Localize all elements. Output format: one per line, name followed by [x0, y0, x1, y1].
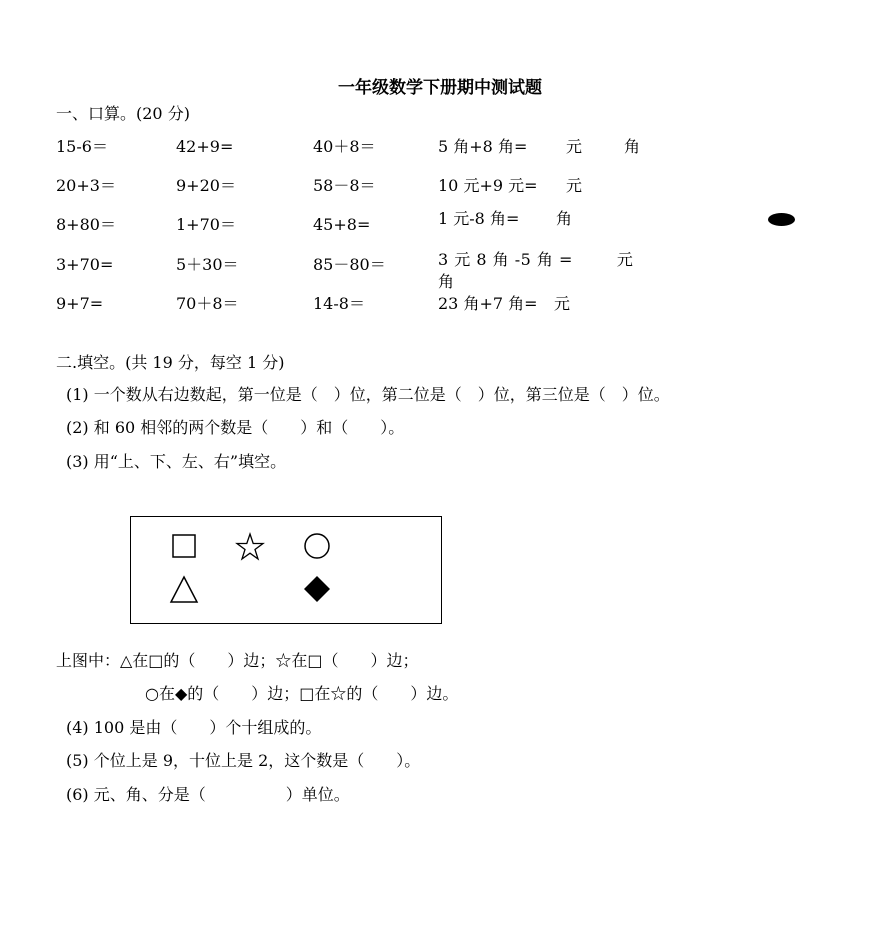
oral-calc-item: 23 角+7 角= [438, 294, 538, 313]
question-1: (1) 一个数从右边数起，第一位是（ ）位，第二位是（ ）位，第三位是（ ）位。 [66, 385, 670, 404]
figure-caption-line-1: 上图中：△在□的（ ）边；☆在□（ ）边； [56, 651, 419, 670]
unit-label: 元 [566, 176, 583, 195]
question-4: (4) 100 是由（ ）个十组成的。 [66, 718, 322, 737]
oral-calc-item: 42+9= [176, 137, 234, 156]
unit-label: 元 [616, 250, 634, 269]
oral-calc-item: 70＋8＝ [176, 294, 239, 313]
unit-label: 角 [624, 137, 641, 156]
oral-calc-item: 5＋30＝ [176, 255, 239, 274]
oral-calc-item: 1 元-8 角= [438, 209, 520, 228]
question-5: (5) 个位上是 9，十位上是 2，这个数是（ ）。 [66, 751, 421, 770]
oral-calc-item: 3+70= [56, 255, 114, 274]
oral-calc-item: 15-6＝ [56, 137, 108, 156]
figure-caption-line-2: ○在◆的（ ）边；□在☆的（ ）边。 [145, 684, 459, 703]
oral-calc-item: 85－80＝ [313, 255, 386, 274]
unit-label: 角 [438, 272, 455, 291]
question-2: (2) 和 60 相邻的两个数是（ ）和（ ）。 [66, 418, 405, 437]
oral-calc-item: 3 元 8 角 -5 角 = [438, 250, 573, 269]
square-icon [171, 533, 197, 559]
unit-label: 元 [554, 294, 571, 313]
oral-calc-item: 5 角+8 角= [438, 137, 528, 156]
page-title: 一年级数学下册期中测试题 [338, 78, 542, 98]
unit-label: 角 [556, 209, 573, 228]
section2-heading: 二.填空。(共 19 分，每空 1 分) [56, 353, 285, 372]
triangle-icon [169, 575, 199, 605]
oral-calc-item: 8+80＝ [56, 215, 116, 234]
oral-calc-item: 9+20＝ [176, 176, 236, 195]
shape-figure-box [130, 516, 442, 624]
question-6: (6) 元、角、分是（ ）单位。 [66, 785, 350, 804]
section1-heading: 一、口算。(20 分) [56, 104, 190, 123]
question-3: (3) 用“上、下、左、右”填空。 [66, 452, 287, 471]
oral-calc-item: 45+8= [313, 215, 371, 234]
circle-icon [303, 532, 331, 560]
oral-calc-item: 20+3＝ [56, 176, 116, 195]
star-icon [235, 532, 265, 562]
oral-calc-item: 14-8＝ [313, 294, 365, 313]
ink-blot-mark [768, 213, 795, 226]
oral-calc-item: 10 元+9 元= [438, 176, 538, 195]
oral-calc-item: 1+70＝ [176, 215, 236, 234]
oral-calc-item: 58－8＝ [313, 176, 376, 195]
unit-label: 元 [566, 137, 583, 156]
oral-calc-item: 40＋8＝ [313, 137, 376, 156]
oral-calc-clipped-cell [438, 249, 678, 291]
oral-calc-item: 9+7= [56, 294, 104, 313]
diamond-icon [303, 575, 331, 603]
